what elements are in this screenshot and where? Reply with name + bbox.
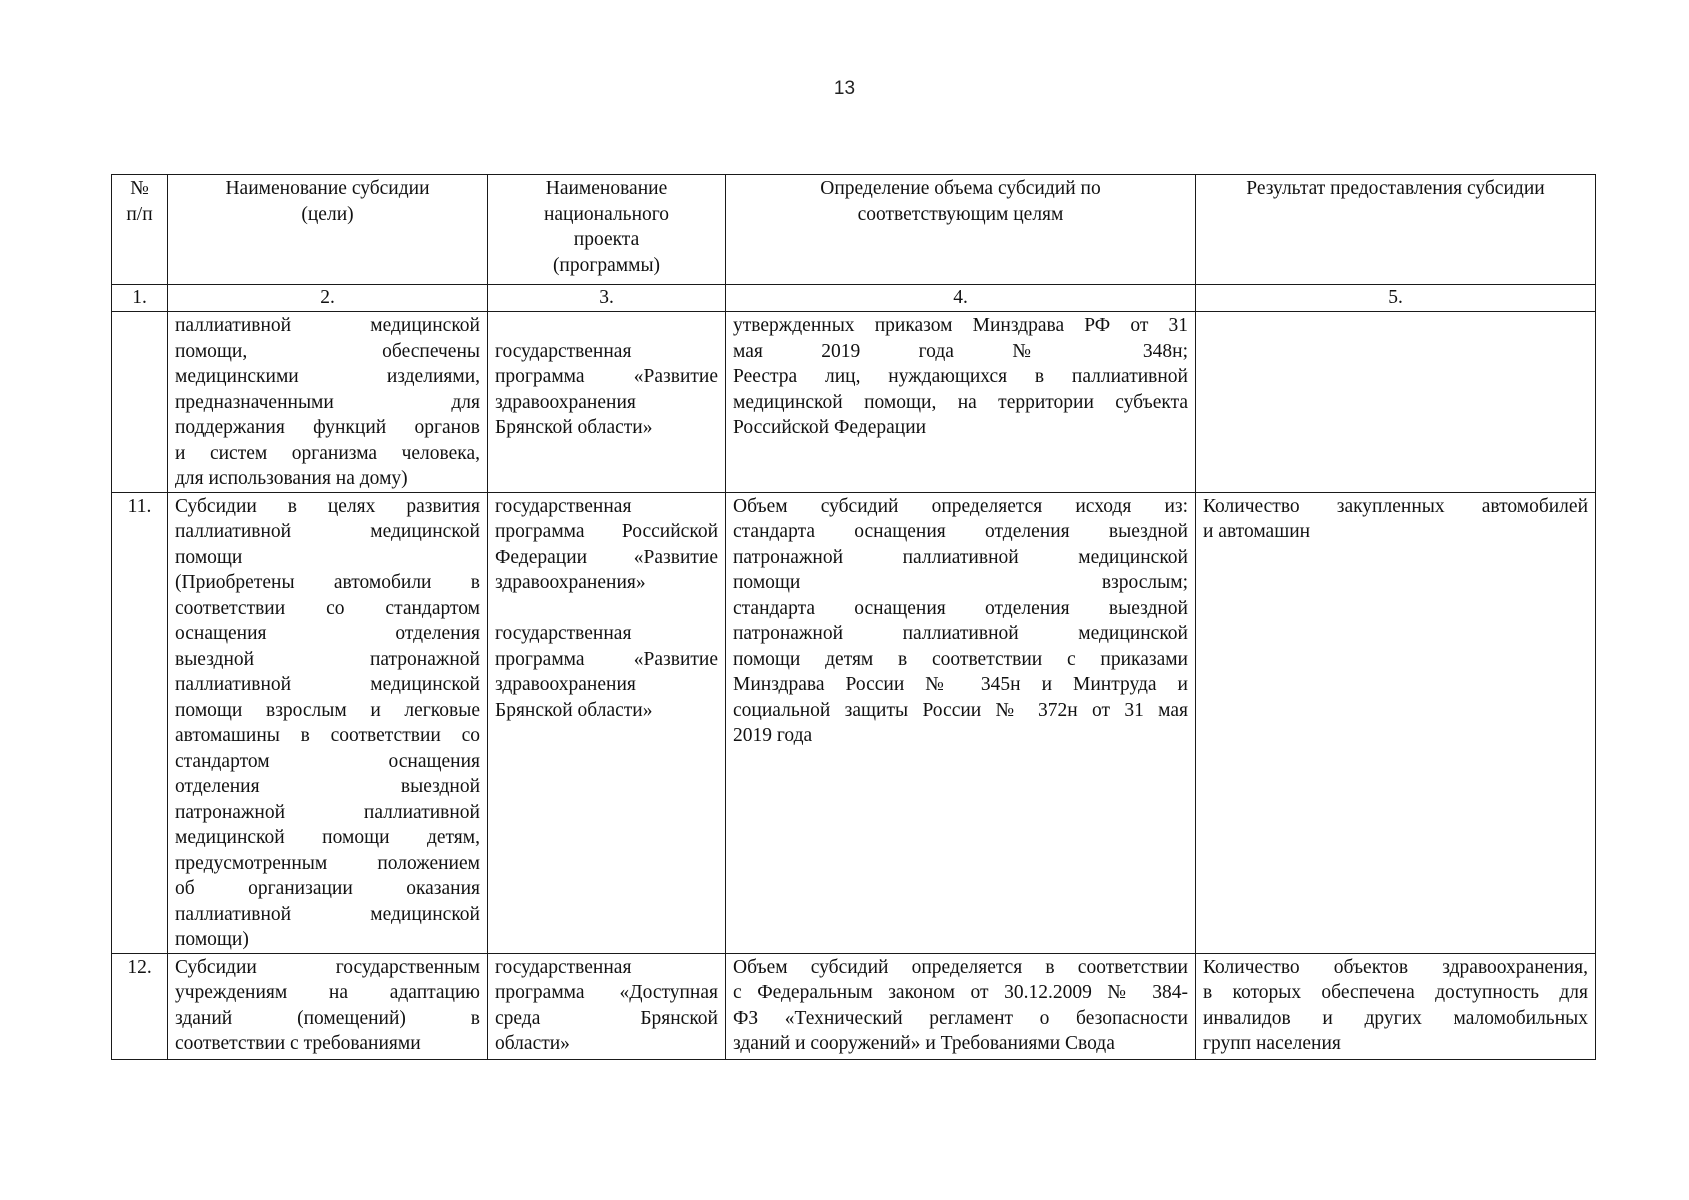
cell-text-line: стандарта оснащения отделения выездной [733, 521, 1188, 542]
cell-text-line: п/п [126, 203, 153, 225]
cell-text-line: программа «Доступная [495, 982, 718, 1003]
volume-cell [726, 492, 1196, 953]
cell-text-line: паллиативной медицинской [175, 674, 480, 695]
cell-text-line: (Приобретены автомобили в [175, 572, 480, 593]
column-number: 1. [112, 285, 168, 312]
cell-text-line: Минздрава России № 345н и Минтруда и [733, 674, 1188, 695]
subsidy-name-cell [168, 953, 488, 1059]
cell-text-line: патронажной паллиативной медицинской [733, 546, 1188, 568]
cell-text-line [495, 596, 718, 622]
cell-text-line: и автомашин [1203, 521, 1311, 542]
cell-text-line: выездной патронажной [175, 648, 480, 670]
cell-text-line: государственная [495, 623, 632, 644]
cell-text-line: помощи детям в соответствии с приказами [733, 648, 1188, 670]
cell-text-line: учреждениям на адаптацию [175, 982, 480, 1003]
cell-text-line: в которых обеспечена доступность для [1203, 982, 1588, 1003]
table-header-row [112, 175, 1596, 285]
cell-text-line: медицинской помощи, на территории субъекта [733, 391, 1188, 413]
cell-text-line: программа «Развитие [495, 366, 718, 387]
cell-text-line: Федерации «Развитие [495, 546, 718, 568]
cell-text-line: (цели) [301, 203, 354, 225]
cell-text-line: зданий (помещений) в [175, 1007, 480, 1029]
cell-text-line: (программы) [552, 254, 661, 276]
cell-text-line: помощи) [175, 929, 249, 950]
subsidy-name-cell [168, 312, 488, 493]
cell-text-line: помощи [175, 546, 243, 568]
cell-text-line: Определение объема субсидий по [820, 178, 1101, 199]
column-number: 2. [168, 285, 488, 312]
cell-text-line: Брянской области» [495, 417, 653, 438]
cell-text-line: Объем субсидий определяется исходя из: [733, 495, 1188, 517]
volume-cell [726, 312, 1196, 493]
cell-text-line: стандарта оснащения отделения выездной [733, 597, 1188, 619]
cell-text-line: Российской Федерации [733, 417, 927, 438]
cell-text-line: утвержденных приказом Минздрава РФ от 31 [733, 315, 1188, 336]
cell-text-line: оснащения отделения [175, 623, 480, 644]
cell-text-line: инвалидов и других маломобильных [1203, 1007, 1588, 1029]
row-number: 12. [112, 953, 168, 1059]
cell-text-line: 2019 года [733, 725, 813, 746]
cell-text-line: автомашины в соответствии со [175, 725, 480, 746]
table-row [112, 492, 1596, 953]
cell-text-line: Количество объектов здравоохранения, [1203, 956, 1588, 978]
cell-text-line: соответствующим целям [857, 203, 1064, 225]
row-number [112, 312, 168, 493]
cell-text-line: с Федеральным законом от 30.12.2009 № 384- [733, 982, 1188, 1003]
header-cell-subsidy-name [168, 175, 488, 285]
column-number-row [112, 285, 1596, 312]
cell-text-line: социальной защиты России № 372н от 31 мая [733, 699, 1188, 721]
cell-text-line: медицинскими изделиями, [175, 366, 480, 387]
cell-text-line: соответствии со стандартом [175, 597, 480, 619]
cell-text-line: Субсидии государственным [175, 956, 480, 978]
cell-text-line: групп населения [1203, 1033, 1341, 1054]
cell-text-line: медицинской помощи детям, [175, 827, 480, 848]
subsidy-table [111, 174, 1596, 1060]
result-cell [1196, 492, 1596, 953]
program-cell [488, 492, 726, 953]
cell-text-line: государственная [495, 956, 632, 978]
column-number: 4. [726, 285, 1196, 312]
cell-text-line: среда Брянской [495, 1007, 718, 1029]
cell-text-line: здравоохранения [495, 391, 636, 413]
cell-text-line: Результат предоставления субсидии [1246, 178, 1545, 199]
cell-text-line: ФЗ «Технический регламент о безопасности [733, 1007, 1188, 1029]
cell-text-line: здравоохранения» [495, 572, 646, 593]
cell-text-line: Реестра лиц, нуждающихся в паллиативной [733, 366, 1188, 387]
column-number: 3. [488, 285, 726, 312]
cell-text-line [495, 313, 718, 339]
volume-cell [726, 953, 1196, 1059]
cell-text-line: соответствии с требованиями [175, 1033, 421, 1054]
cell-text-line: патронажной паллиативной медицинской [733, 623, 1188, 644]
cell-text-line: паллиативной медицинской [175, 315, 480, 336]
cell-text-line: мая 2019 года № 348н; [733, 340, 1188, 362]
cell-text-line: предназначенными для [175, 391, 480, 413]
cell-text-line: помощи, обеспечены [175, 340, 480, 362]
cell-text-line: национального [543, 203, 670, 225]
cell-text-line: государственная [495, 495, 632, 517]
cell-text-line: паллиативной медицинской [175, 903, 480, 925]
header-cell-result [1196, 175, 1596, 285]
header-cell-project-name [488, 175, 726, 285]
result-cell [1196, 312, 1596, 493]
cell-text-line: патронажной паллиативной [175, 801, 480, 823]
cell-text-line: Субсидии в целях развития [175, 495, 480, 517]
cell-text-line: отделения выездной [175, 776, 480, 797]
cell-text-line: предусмотренным положением [175, 852, 480, 874]
program-cell [488, 953, 726, 1059]
cell-text-line: программа «Развитие [495, 648, 718, 670]
cell-text-line: помощи взрослым; [733, 572, 1188, 593]
cell-text-line: программа Российской [495, 521, 718, 542]
cell-text-line: проекта [573, 229, 640, 250]
cell-text-line: и систем организма человека, [175, 442, 480, 464]
cell-text-line: об организации оказания [175, 878, 480, 899]
cell-text-line: помощи взрослым и легковые [175, 699, 480, 721]
cell-text-line: Наименование субсидии [225, 178, 430, 199]
cell-text-line: паллиативной медицинской [175, 521, 480, 542]
page-number: 13 [833, 78, 856, 99]
cell-text-line: Объем субсидий определяется в соответствии [733, 956, 1188, 978]
result-cell [1196, 953, 1596, 1059]
program-cell [488, 312, 726, 493]
cell-text-line: № [130, 178, 149, 199]
header-cell-volume-definition [726, 175, 1196, 285]
subsidy-name-cell [168, 492, 488, 953]
table-row [112, 312, 1596, 493]
cell-text-line: государственная [495, 340, 632, 362]
column-number: 5. [1196, 285, 1596, 312]
header-cell-number [112, 175, 168, 285]
cell-text-line: стандартом оснащения [175, 750, 480, 772]
cell-text-line: здравоохранения [495, 674, 636, 695]
cell-text-line: для использования на дому) [175, 468, 408, 489]
cell-text-line: Брянской области» [495, 699, 653, 721]
cell-text-line: поддержания функций органов [175, 417, 480, 438]
row-number: 11. [112, 492, 168, 953]
cell-text-line: Количество закупленных автомобилей [1203, 495, 1588, 517]
cell-text-line: области» [495, 1033, 570, 1054]
cell-text-line: Наименование [545, 178, 668, 199]
cell-text-line: зданий и сооружений» и Требованиями Свода [733, 1033, 1115, 1054]
table-row [112, 953, 1596, 1059]
